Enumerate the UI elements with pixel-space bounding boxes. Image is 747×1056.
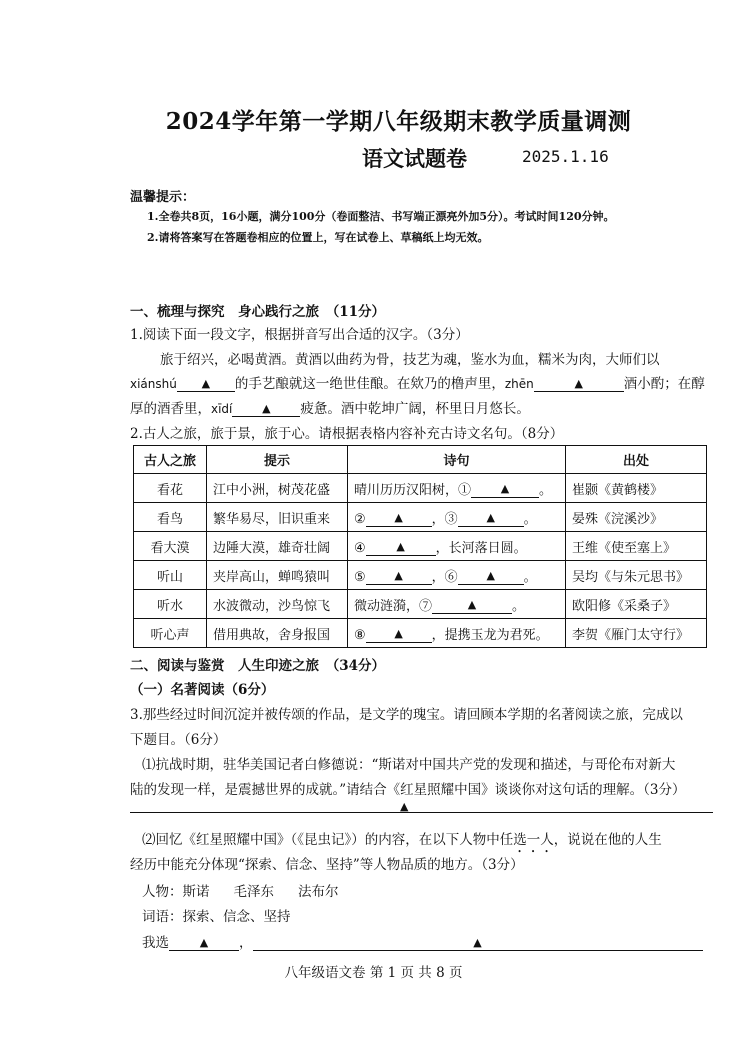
choose-blank[interactable]: ▲ [169, 934, 239, 951]
q1-line3: 厚的酒香里，xīdí ▲ 疲惫。酒中乾坤广阔，杯里日月悠长。 [130, 401, 530, 417]
section1-heading: 一、梳理与探究 身心践行之旅 （11分） [130, 304, 386, 320]
q1-stem: 1.阅读下面一段文字，根据拼音写出合适的汉字。（3分） [130, 327, 469, 343]
exam-title: 2024学年第一学期八年级期末教学质量调测 [165, 108, 632, 135]
blank-6[interactable]: ▲ [458, 568, 524, 585]
answer-mark-1: ▲ [400, 800, 409, 813]
pinyin-zhen: zhēn [504, 377, 534, 391]
table-header-row [134, 446, 707, 474]
answer-line-1[interactable] [130, 812, 713, 813]
person-snow: 斯诺 [182, 884, 210, 900]
person-fabre: 法布尔 [298, 884, 339, 900]
blank-3[interactable]: ▲ [458, 510, 524, 527]
blank-xidi[interactable]: ▲ [232, 400, 300, 417]
q3-part1-line1: ⑴抗战时期，驻华美国记者白修德说：“斯诺对中国共产党的发现和描述，与哥伦布对新大 [142, 757, 676, 773]
blank-zhen[interactable]: ▲ [534, 375, 624, 392]
blank-xianshu[interactable]: ▲ [177, 375, 235, 392]
table-row: 听山 夹岸高山，蝉鸣猿叫 ⑤ ▲ ，⑥ ▲ 。 吴均《与朱元思书》 [134, 561, 707, 590]
choose-answer-blank[interactable]: ▲ [253, 934, 703, 951]
table-row: 听心声 借用典故，舍身报国 ⑧ ▲ ，提携玉龙为君死。 李贺《雁门太守行》 [134, 619, 707, 648]
q3-stem-line2: 下题目。（6分） [130, 732, 227, 748]
table-row: 看花 江中小洲，树茂花盛 晴川历历汉阳树，① ▲ 。 崔颢《黄鹤楼》 [134, 474, 707, 503]
pinyin-xianshu: xiánshú [130, 377, 177, 391]
blank-2[interactable]: ▲ [366, 510, 432, 527]
blank-5[interactable]: ▲ [366, 568, 432, 585]
verse-cell: ② ▲ ，③ ▲ 。 [348, 503, 566, 532]
header-source: 出处 [566, 446, 707, 474]
blank-8[interactable]: ▲ [366, 626, 432, 643]
choose-line: 我选 ▲ ， ▲ [142, 931, 703, 951]
q2-stem: 2.古人之旅，旅于景，旅于心。请根据表格内容补充古诗文名句。（8分） [130, 426, 564, 442]
q1-line2: xiánshú ▲ 的手艺酿就这一绝世佳酿。在欸乃的橹声里，zhēn ▲ 酒小酌；在醇 [130, 376, 705, 392]
pinyin-xidi: xīdí [211, 402, 233, 416]
table-row: 看鸟 繁华易尽，旧识重来 ② ▲ ，③ ▲ 。 晏殊《浣溪沙》 [134, 503, 707, 532]
q1-line1: 旅于绍兴，必喝黄酒。黄酒以曲药为骨，技艺为魂，鉴水为血，糯米为肉，大师们以 [160, 352, 660, 368]
page-footer: 八年级语文卷 第 1 页 共 8 页 [284, 965, 463, 981]
verse-cell: ⑧ ▲ ，提携玉龙为君死。 [348, 619, 566, 648]
q3-part2-line1: ⑵回忆《红星照耀中国》（《昆虫记》）的内容，在以下人物中任选一人，说说在他的人生 [142, 832, 662, 848]
tip-item-1: 1.全卷共8页，16小题，满分100分（卷面整洁、书写端正漂亮外加5分）。考试时间120分钟。 [147, 210, 615, 223]
person-mao: 毛泽东 [233, 884, 274, 900]
section2-heading: 二、阅读与鉴赏 人生印迹之旅 （34分） [130, 658, 386, 674]
section2-sub1: （一）名著阅读（6分） [130, 682, 275, 698]
verse-cell: 晴川历历汉阳树，① ▲ 。 [348, 474, 566, 503]
blank-7[interactable]: ▲ [432, 597, 512, 614]
tips-heading: 温馨提示： [130, 190, 196, 205]
exam-date: 2025.1.16 [522, 147, 609, 166]
q3-part1-line2: 陆的发现一样，是震撼世界的成就。”请结合《红星照耀中国》谈谈你对这句话的理解。（3分） [130, 782, 686, 798]
words-line: 词语：探索、信念、坚持 [142, 909, 291, 925]
blank-1[interactable]: ▲ [471, 481, 539, 498]
table-row: 看大漠 边陲大漠，雄奇壮阔 ④ ▲ ，长河落日圆。 王维《使至塞上》 [134, 532, 707, 561]
exam-subtitle: 语文试题卷 [362, 146, 467, 171]
q3-part2-line2: 经历中能充分体现“探索、信念、坚持”等人物品质的地方。（3分） [130, 857, 524, 873]
verse-cell: 微动涟漪，⑦ ▲ 。 [348, 590, 566, 619]
people-line: 人物：斯诺 毛泽东 法布尔 [142, 884, 339, 900]
verse-cell: ④ ▲ ，长河落日圆。 [348, 532, 566, 561]
header-trip: 古人之旅 [134, 446, 207, 474]
header-hint: 提示 [207, 446, 348, 474]
verse-cell: ⑤ ▲ ，⑥ ▲ 。 [348, 561, 566, 590]
blank-4[interactable]: ▲ [366, 539, 436, 556]
tip-item-2: 2.请将答案写在答题卷相应的位置上，写在试卷上、草稿纸上均无效。 [147, 231, 489, 244]
table-row: 听水 水波微动，沙鸟惊飞 微动涟漪，⑦ ▲ 。 欧阳修《采桑子》 [134, 590, 707, 619]
poem-table [133, 445, 707, 648]
q3-stem-line1: 3.那些经过时间沉淀并被传颂的作品，是文学的瑰宝。请回顾本学期的名著阅读之旅，完成以 [130, 707, 683, 723]
header-verse: 诗句 [348, 446, 566, 474]
emphasis-select-one: 选一人 [513, 832, 554, 848]
